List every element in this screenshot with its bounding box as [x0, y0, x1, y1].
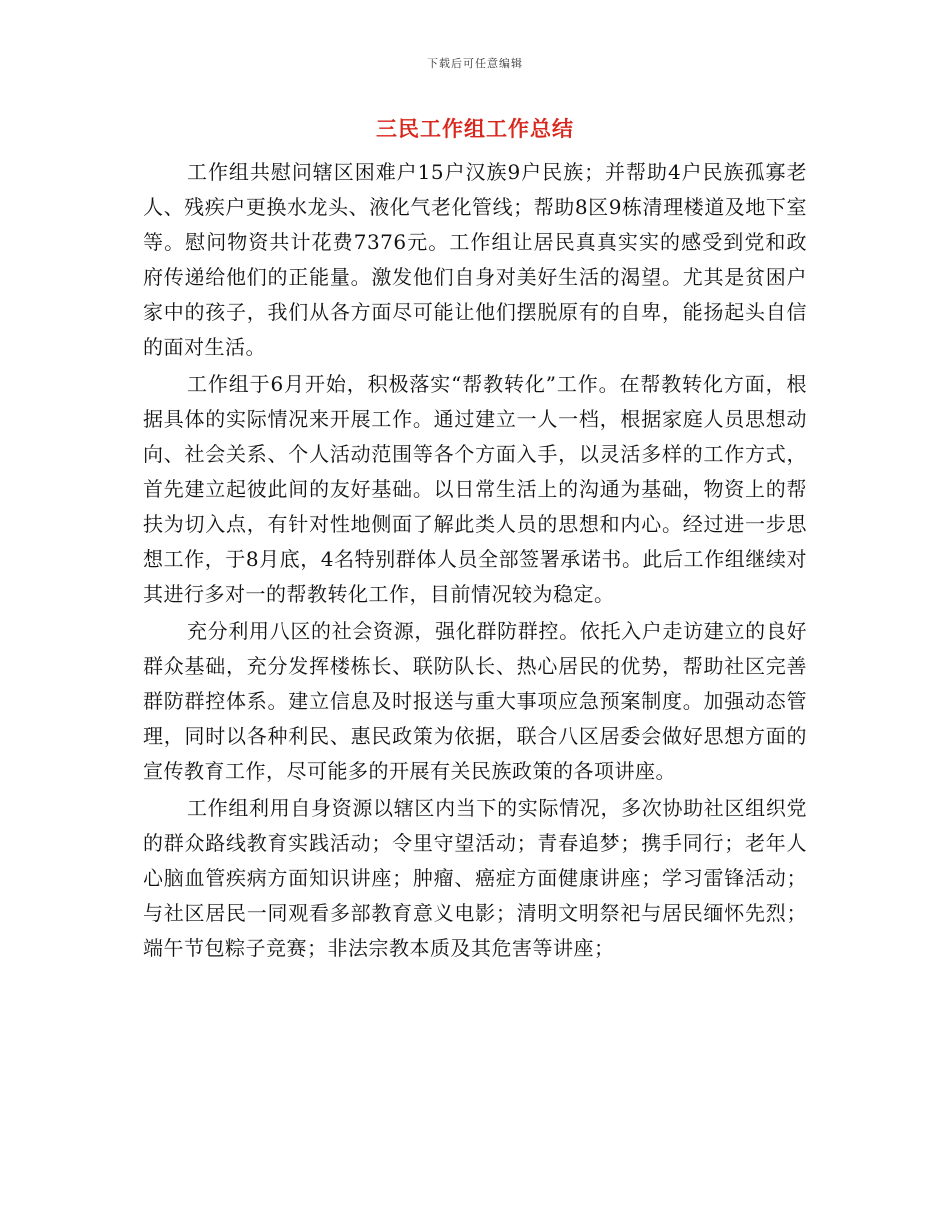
paragraph-1: 工作组共慰问辖区困难户15户汉族9户民族；并帮助4户民族孤寡老人、残疾户更换水龙头、液化气老化管线；帮助8区9栋清理楼道及地下室等。慰问物资共计花费7376元。工作组让居民真真实实的感受到党和政府传递给他们的正能量。激发他们自身对美好生活的渴望。尤其是贫困户家中的孩子，我们从各方面尽可能让他们摆脱原有的自卑，能扬起头自信的面对生活。 [143, 160, 807, 359]
paragraph-3: 充分利用八区的社会资源，强化群防群控。依托入户走访建立的良好群众基础，充分发挥楼栋长、联防队长、热心居民的优势，帮助社区完善群防群控体系。建立信息及时报送与重大事项应急预案制度。加强动态管理，同时以各种利民、惠民政策为依据，联合八区居委会做好思想方面的宣传教育工作，尽可能多的开展有关民族政策的各项讲座。 [143, 619, 807, 783]
paragraph-4: 工作组利用自身资源以辖区内当下的实际情况，多次协助社区组织党的群众路线教育实践活动；令里守望活动；青春追梦；携手同行；老年人心脑血管疾病方面知识讲座；肿瘤、癌症方面健康讲座；学习雷锋活动；与社区居民一同观看多部教育意义电影；清明文明祭祀与居民缅怀先烈；端午节包粽子竞赛；非法宗教本质及其危害等讲座； [143, 796, 807, 960]
document-body [143, 155, 807, 968]
paragraph-2: 工作组于6月开始，积极落实“帮教转化”工作。在帮教转化方面，根据具体的实际情况来开展工作。通过建立一人一档，根据家庭人员思想动向、社会关系、个人活动范围等各个方面入手，以灵活多样的工作方式，首先建立起彼此间的友好基础。以日常生活上的沟通为基础，物资上的帮扶为切入点，有针对性地侧面了解此类人员的思想和内心。经过进一步思想工作，于8月底，4名特别群体人员全部签署承诺书。此后工作组继续对其进行多对一的帮教转化工作，目前情况较为稳定。 [143, 372, 807, 606]
header-note: 下载后可任意编辑 [427, 57, 523, 70]
page-title: 三民工作组工作总结 [376, 117, 574, 141]
